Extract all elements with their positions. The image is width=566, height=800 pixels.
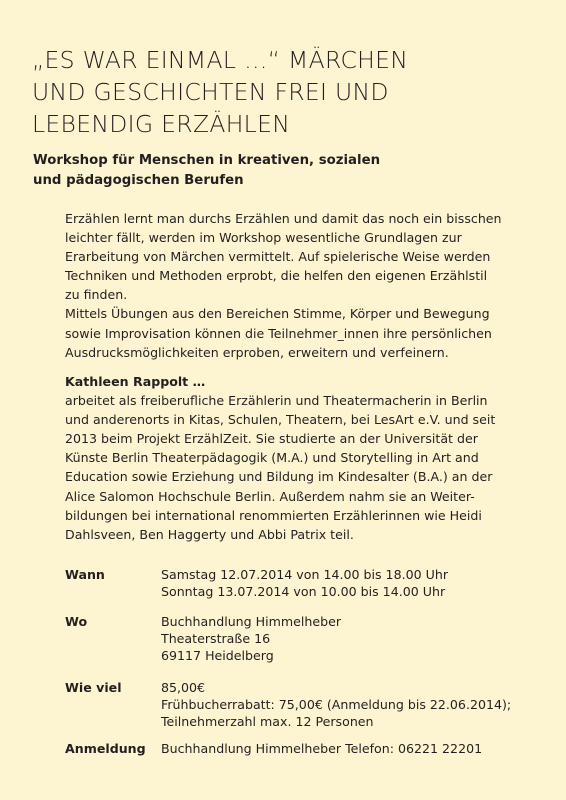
details-label-wann: Wann [65, 567, 105, 582]
intro-line: Mittels Übungen aus den Bereichen Stimme, Körper und Bewegung [65, 306, 490, 322]
intro-line: Erarbeitung von Märchen vermittelt. Auf spielerische Weise werden [65, 249, 491, 265]
details-value-line: Frühbucherrabatt: 75,00€ (Anmeldung bis 22.06.2014); [161, 697, 512, 712]
details-value-line: 85,00€ [161, 680, 206, 695]
intro-line: zu finden. [65, 287, 128, 303]
details-value-wo [161, 613, 341, 664]
details-label-wieviel: Wie viel [65, 680, 122, 695]
bio-line: Dahlsveen, Ben Haggerty und Abbi Patrix teil. [65, 526, 354, 542]
intro-line: sowie Improvisation können die Teilnehmer_innen ihre persönlichen [65, 325, 492, 341]
intro-line: leichter fällt, werden im Workshop wesentliche Grundlagen zur [65, 230, 462, 246]
page-subtitle [33, 151, 533, 191]
details-value-wann [161, 566, 448, 600]
bio-line: 2013 beim Projekt ErzählZeit. Sie studierte an der Universität der [65, 431, 478, 447]
details-value-line: Sonntag 13.07.2014 von 10.00 bis 14.00 Uhr [161, 584, 446, 599]
subtitle-line: Workshop für Menschen in kreativen, sozialen [33, 153, 381, 168]
page-title [32, 44, 542, 140]
intro-paragraph [65, 209, 535, 362]
intro-line: Techniken und Methoden erprobt, die helfen den eigenen Erzählstil [65, 268, 488, 284]
title-line: UND GESCHICHTEN FREI UND [32, 78, 389, 106]
title-line: LEBENDIG ERZÄHLEN [32, 110, 291, 138]
bio-line: Künste Berlin Theaterpädagogik (M.A.) und Storytelling in Art and [65, 450, 479, 466]
details-value-wieviel [161, 679, 511, 730]
details-label-wo: Wo [65, 614, 88, 629]
bio-line: arbeitet als freiberufliche Erzählerin und Theatermacherin in Berlin [65, 393, 488, 409]
title-line: „ES WAR EINMAL …“ MÄRCHEN [32, 46, 409, 74]
details-value-line: Buchhandlung Himmelheber [161, 614, 342, 629]
details-value-line: Samstag 12.07.2014 von 14.00 bis 18.00 Uhr [161, 567, 448, 582]
bio-line: bildungen bei international renommierten Erzählerinnen wie Heidi [65, 507, 482, 523]
details-value-line: Teilnehmerzahl max. 12 Personen [161, 714, 374, 729]
details-value-anmeldung [161, 740, 482, 757]
intro-line: Erzählen lernt man durchs Erzählen und damit das noch ein bisschen [65, 211, 502, 226]
intro-line: Ausdrucksmöglichkeiten erproben, erweitern und verfeinern. [65, 344, 449, 360]
bio-line: und anderenorts in Kitas, Schulen, Theatern, bei LesArt e.V. und seit [65, 412, 496, 428]
subtitle-line: und pädagogischen Berufen [33, 173, 244, 188]
details-value-line: Buchhandlung Himmelheber Telefon: 06221 22201 [161, 741, 483, 756]
bio-line: Education sowie Erziehung und Bildung im Kindesalter (B.A.) an der [65, 469, 493, 485]
details-value-line: 69117 Heidelberg [161, 648, 274, 663]
bio-name: Kathleen Rappolt … [65, 374, 206, 389]
details-label-anmeldung: Anmeldung [65, 741, 146, 756]
bio-line: Alice Salomon Hochschule Berlin. Außerdem nahm sie an Weiter- [65, 488, 475, 504]
details-value-line: Theaterstraße 16 [161, 631, 271, 646]
bio-paragraph [65, 372, 535, 544]
